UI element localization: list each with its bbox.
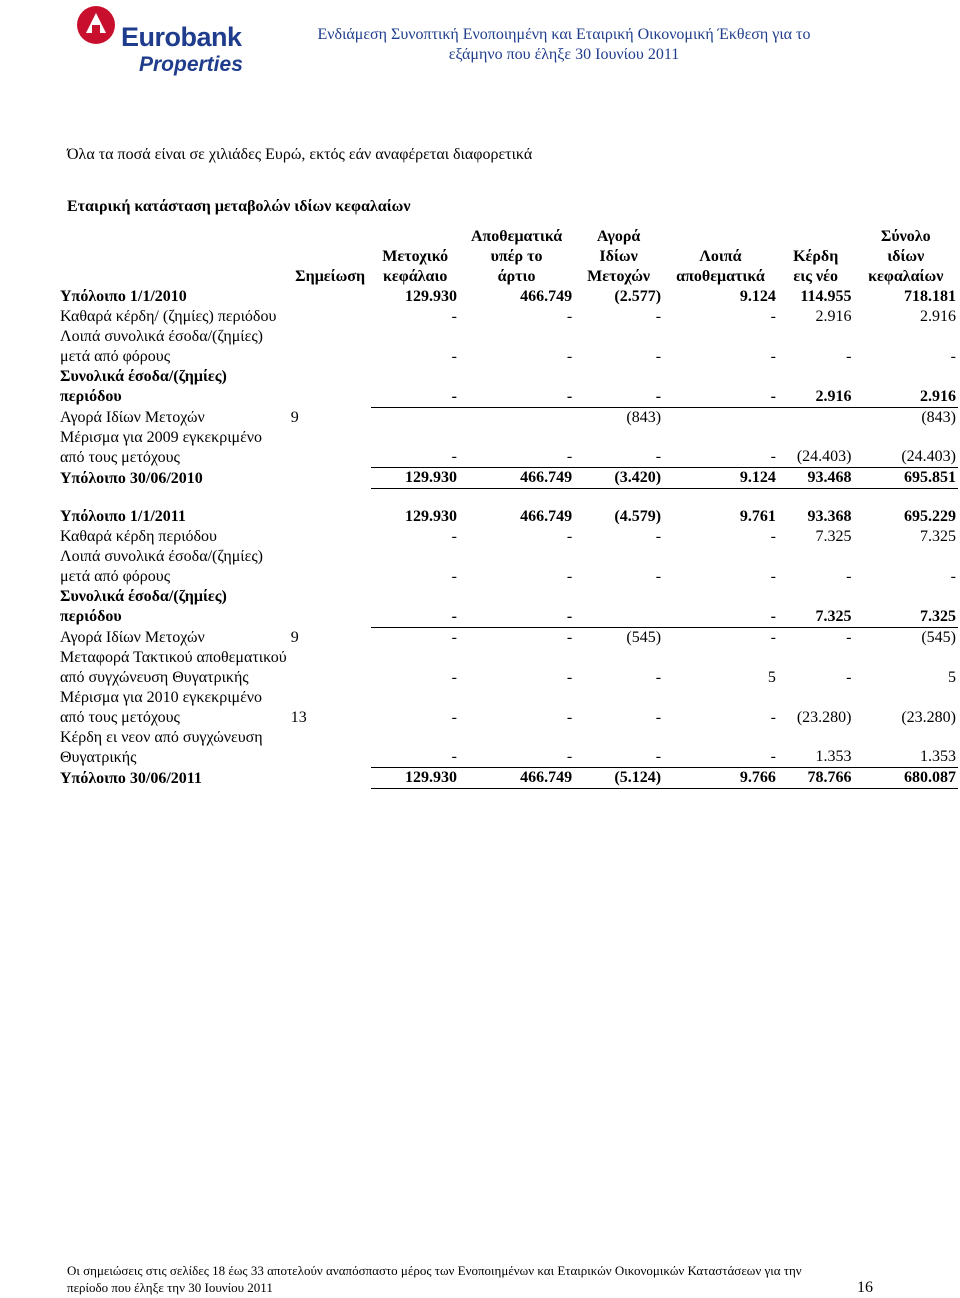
row-note <box>289 728 372 768</box>
cell-other-reserves: 9.761 <box>739 508 776 525</box>
cell-retained-earnings: (23.280) <box>796 708 852 726</box>
logo-wordmark-properties: Properties <box>139 53 243 76</box>
cell-total-equity: 7.325 <box>854 587 959 627</box>
cell-own-shares: - <box>655 308 662 325</box>
cell-share-premium: - <box>566 568 573 585</box>
cell-share-capital: - <box>451 568 457 585</box>
cell-other-reserves: 9.124 <box>663 468 778 489</box>
row-note <box>289 307 372 327</box>
cell-own-shares: (843) <box>626 408 662 426</box>
row-note <box>289 648 372 688</box>
cell-other-reserves: - <box>663 587 778 627</box>
cell-other-reserves: - <box>663 428 778 468</box>
row-note <box>289 468 372 489</box>
cell-own-shares: (2.577) <box>614 288 662 305</box>
cell-share-capital: 129.930 <box>371 468 459 489</box>
cell-retained-earnings: - <box>846 668 852 686</box>
cell-share-premium: - <box>566 348 573 365</box>
cell-own-shares: (545) <box>626 628 662 646</box>
cell-other-reserves: - <box>770 308 776 325</box>
cell-share-premium: - <box>566 668 573 686</box>
row-note <box>289 507 372 527</box>
header-total-equity: Σύνολο ιδίων κεφαλαίων <box>868 228 944 285</box>
cell-own-shares: - <box>655 708 662 726</box>
table-row <box>58 507 958 527</box>
cell-retained-earnings: - <box>846 348 852 365</box>
cell-retained-earnings: 7.325 <box>815 528 852 545</box>
header-share-capital: Μετοχικό κεφάλαιο <box>382 248 449 285</box>
cell-share-premium: - <box>566 708 573 726</box>
row-note <box>289 547 372 587</box>
row-label: Μεταφορά Τακτικού αποθεματικού από συγχώνευση Θυγατρικής <box>60 648 287 686</box>
table-row <box>58 307 958 327</box>
table-row <box>58 648 958 688</box>
cell-share-capital: 129.930 <box>404 508 457 525</box>
report-title-line1: Ενδιάμεση Συνοπτική Ενοποιημένη και Εταιρική Οικονομική Έκθεση για το <box>317 26 811 43</box>
row-label: Λοιπά συνολικά έσοδα/(ζημίες) μετά από φόρους <box>60 548 263 585</box>
footer-note-line2: περίοδο που έληξε την 30 Ιουνίου 2011 <box>67 1280 273 1295</box>
cell-other-reserves: - <box>770 528 776 545</box>
page-number: 16 <box>857 1279 873 1296</box>
row-label: Αγορά Ιδίων Μετοχών <box>60 408 205 426</box>
cell-own-shares: - <box>655 668 662 686</box>
row-label: Υπόλοιπο 30/06/2010 <box>60 469 203 487</box>
cell-share-premium: - <box>459 728 574 768</box>
cell-share-capital: - <box>371 587 459 627</box>
row-label: Υπόλοιπο 30/06/2011 <box>60 769 202 787</box>
row-label: Μέρισμα για 2009 εγκεκριμένο από τους μετόχους <box>60 428 263 466</box>
cell-total-equity: (23.280) <box>901 708 956 726</box>
cell-other-reserves <box>663 407 778 428</box>
statement-title: Εταιρική κατάσταση μεταβολών ιδίων κεφαλαίων <box>67 198 411 215</box>
logo-wordmark-eurobank: Eurobank <box>121 22 242 52</box>
table-row <box>58 527 958 547</box>
cell-own-shares: - <box>574 367 663 407</box>
cell-retained-earnings: - <box>846 628 852 646</box>
cell-share-capital: - <box>451 628 457 646</box>
row-note: 13 <box>290 708 307 726</box>
cell-other-reserves: - <box>663 367 778 407</box>
cell-other-reserves: - <box>663 728 778 768</box>
table-row-total <box>58 768 958 789</box>
row-note <box>289 527 372 547</box>
cell-share-capital: - <box>371 728 459 768</box>
row-label: Μέρισμα για 2010 εγκεκριμένο από τους μετόχους <box>60 688 263 726</box>
cell-other-reserves: 5 <box>767 668 776 686</box>
row-label: Συνολικά έσοδα/(ζημίες) περιόδου <box>60 588 227 625</box>
cell-retained-earnings: 93.468 <box>778 468 854 489</box>
cell-share-premium: 466.749 <box>520 288 573 305</box>
row-label: Κέρδη ει νεον από συγχώνευση Θυγατρικής <box>60 728 263 766</box>
row-note: 9 <box>290 408 299 426</box>
row-label: Συνολικά έσοδα/(ζημίες) περιόδου <box>60 368 227 405</box>
cell-share-capital: - <box>451 668 457 686</box>
table-row <box>58 547 958 587</box>
cell-total-equity: (24.403) <box>854 428 959 468</box>
cell-other-reserves: 9.766 <box>663 768 778 789</box>
header-label-blank <box>58 227 289 287</box>
cell-own-shares: (4.579) <box>614 508 662 525</box>
cell-own-shares: - <box>655 348 662 365</box>
row-note: 9 <box>290 628 299 646</box>
footer-note-line1: Οι σημειώσεις στις σελίδες 18 έως 33 αποτελούν αναπόσπαστο μέρος των Ενοποιημένων και Εταιρικών Οικονομικών Καταστάσεων για την <box>67 1263 802 1278</box>
cell-total-equity: - <box>950 568 956 585</box>
row-note <box>289 587 372 627</box>
cell-own-shares: (5.124) <box>574 768 663 789</box>
row-label: Αγορά Ιδίων Μετοχών <box>60 628 205 646</box>
row-note <box>289 327 372 367</box>
cell-own-shares <box>574 587 663 627</box>
header-share-premium: Αποθεματικά υπέρ το άρτιο <box>470 228 563 285</box>
table-row <box>58 688 958 728</box>
cell-share-premium <box>459 407 574 428</box>
report-title <box>264 25 864 65</box>
report-title-line2: εξάμηνο που έληξε 30 Ιουνίου 2011 <box>448 46 680 63</box>
table-row <box>58 428 958 468</box>
cell-retained-earnings: 93.368 <box>807 508 852 525</box>
cell-share-premium: 466.749 <box>520 508 573 525</box>
cell-total-equity: - <box>950 348 956 365</box>
cell-total-equity: 1.353 <box>854 728 959 768</box>
cell-other-reserves: - <box>770 348 776 365</box>
table-row <box>58 287 958 307</box>
cell-share-capital: 129.930 <box>404 288 457 305</box>
cell-share-capital: - <box>451 348 457 365</box>
cell-share-premium: - <box>566 308 573 325</box>
cell-share-capital <box>371 407 459 428</box>
cell-retained-earnings: 2.916 <box>778 367 854 407</box>
cell-other-reserves: - <box>770 568 776 585</box>
cell-share-premium: - <box>566 528 573 545</box>
cell-share-premium: 466.749 <box>459 768 574 789</box>
table-row <box>58 327 958 367</box>
header-note: Σημείωση <box>295 268 366 285</box>
cell-share-premium: - <box>459 587 574 627</box>
header-retained-earnings: Κέρδη εις νέο <box>793 248 839 285</box>
cell-other-reserves: 9.124 <box>739 288 776 305</box>
header-other-reserves: Λοιπά αποθεματικά <box>676 248 765 285</box>
row-label: Καθαρά κέρδη περιόδου <box>60 528 217 545</box>
table-spacer-row <box>58 489 958 508</box>
table-row-total <box>58 468 958 489</box>
cell-share-premium: 466.749 <box>459 468 574 489</box>
table-header-row <box>58 227 958 287</box>
footer-note <box>67 1262 887 1296</box>
cell-total-equity: 680.087 <box>854 768 959 789</box>
cell-total-equity: 695.851 <box>854 468 959 489</box>
cell-share-capital: - <box>451 528 457 545</box>
cell-retained-earnings: 2.916 <box>815 308 852 325</box>
cell-share-capital: 129.930 <box>371 768 459 789</box>
row-note <box>289 367 372 407</box>
cell-share-premium: - <box>459 428 574 468</box>
cell-retained-earnings: 78.766 <box>778 768 854 789</box>
cell-retained-earnings: 7.325 <box>778 587 854 627</box>
cell-own-shares: - <box>574 428 663 468</box>
cell-other-reserves: - <box>770 708 776 726</box>
cell-total-equity: 695.229 <box>904 508 956 525</box>
cell-retained-earnings <box>778 407 854 428</box>
cell-share-capital: - <box>371 428 459 468</box>
cell-total-equity: (843) <box>921 408 956 426</box>
cell-total-equity: 2.916 <box>920 308 956 325</box>
cell-share-premium: - <box>459 367 574 407</box>
cell-share-capital: - <box>451 308 457 325</box>
row-note <box>289 428 372 468</box>
cell-retained-earnings: - <box>846 568 852 585</box>
cell-share-premium: - <box>566 628 573 646</box>
cell-total-equity: 5 <box>948 668 956 686</box>
row-label: Λοιπά συνολικά έσοδα/(ζημίες) μετά από φόρους <box>60 328 263 365</box>
table-row <box>58 587 958 627</box>
row-label: Καθαρά κέρδη/ (ζημίες) περιόδου <box>60 308 277 325</box>
table-row <box>58 627 958 648</box>
row-note <box>289 768 372 789</box>
cell-total-equity: 2.916 <box>854 367 959 407</box>
cell-share-capital: - <box>451 708 457 726</box>
equity-changes-table <box>58 227 958 789</box>
cell-retained-earnings: 1.353 <box>778 728 854 768</box>
cell-own-shares: - <box>655 528 662 545</box>
table-row <box>58 367 958 407</box>
cell-retained-earnings: (24.403) <box>778 428 854 468</box>
row-label: Υπόλοιπο 1/1/2010 <box>60 288 187 305</box>
cell-share-capital: - <box>371 367 459 407</box>
cell-retained-earnings: 114.955 <box>800 288 852 305</box>
row-label: Υπόλοιπο 1/1/2011 <box>60 508 186 525</box>
row-note <box>289 287 372 307</box>
cell-own-shares: - <box>574 728 663 768</box>
cell-own-shares: (3.420) <box>574 468 663 489</box>
cell-own-shares: - <box>655 568 662 585</box>
table-row <box>58 728 958 768</box>
header-own-shares: Αγορά Ιδίων Μετοχών <box>587 228 651 285</box>
cell-total-equity: 718.181 <box>904 288 956 305</box>
cell-total-equity: (545) <box>921 628 956 646</box>
amounts-note: Όλα τα ποσά είναι σε χιλιάδες Ευρώ, εκτός εάν αναφέρεται διαφορετικά <box>67 146 533 163</box>
cell-total-equity: 7.325 <box>920 528 956 545</box>
cell-other-reserves: - <box>770 628 776 646</box>
table-row <box>58 407 958 428</box>
